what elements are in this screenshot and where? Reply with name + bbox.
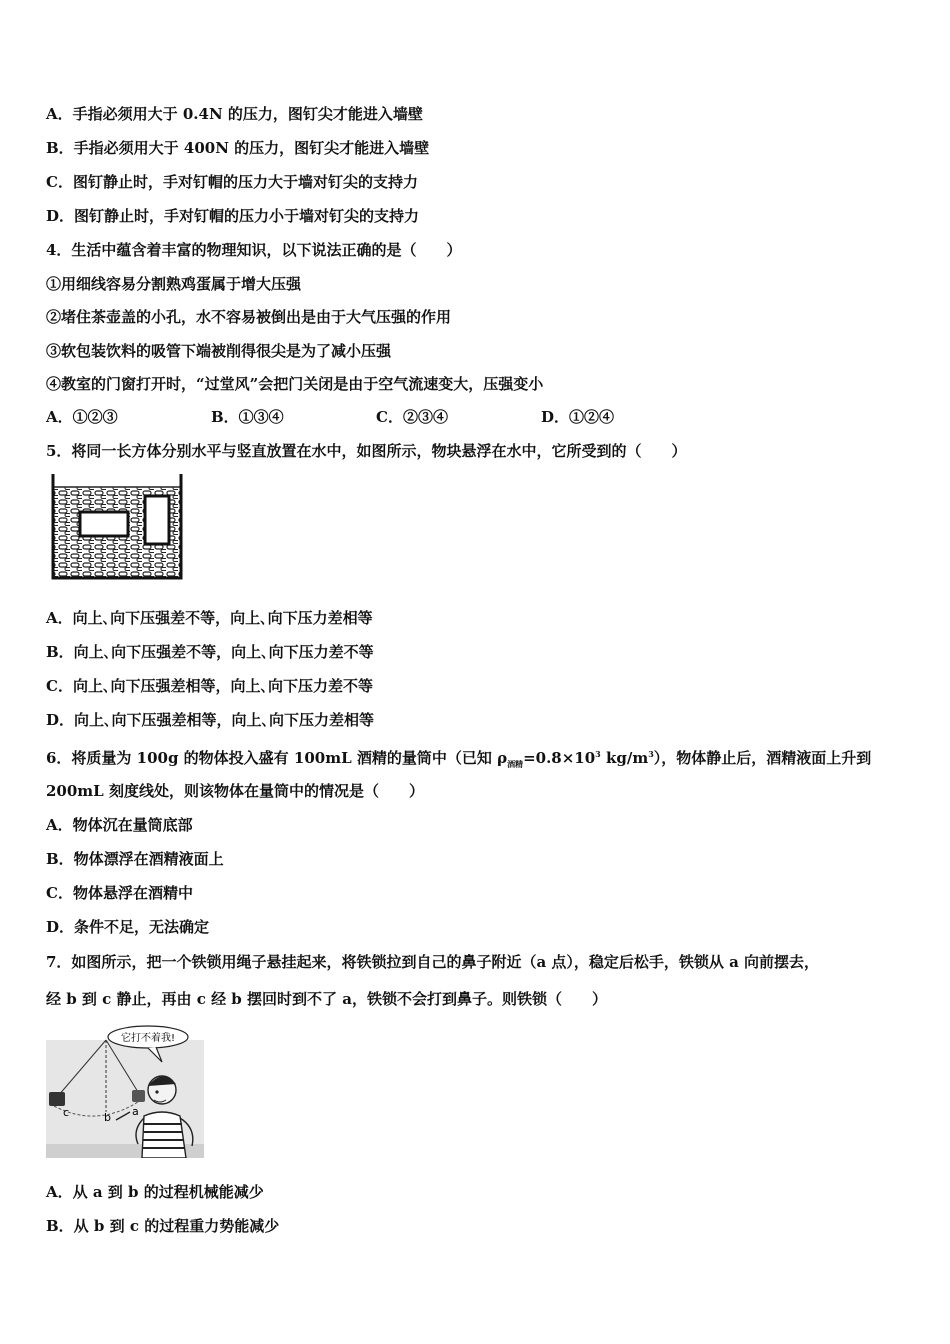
- q3-option-a: A．手指必须用大于 0.4N 的压力，图钉尖才能进入墙壁: [46, 105, 423, 123]
- q4-option-a: A．①②③: [46, 408, 118, 426]
- q5-option-c: C．向上､向下压强差相等，向上､向下压力差不等: [46, 677, 373, 695]
- q6-stem-d: ），物体静止后，酒精液面上升到: [653, 749, 872, 767]
- q4-statement-2: ②堵住茶壶盖的小孔，水不容易被倒出是由于大气压强的作用: [46, 308, 452, 326]
- q3-option-b: B．手指必须用大于 400N 的压力，图钉尖才能进入墙壁: [46, 139, 430, 157]
- q6-sup: 3: [595, 749, 601, 759]
- q7-option-a: A．从 a 到 b 的过程机械能减少: [46, 1183, 264, 1201]
- bubble-text: 它打不着我!: [120, 1033, 176, 1044]
- vertical-block: [145, 496, 169, 544]
- q4-option-b: B．①③④: [211, 408, 284, 426]
- q6-sup2: 3: [648, 749, 654, 759]
- q4-option-d: D．①②④: [541, 408, 615, 426]
- q6-stem-line2: 200mL 刻度线处，则该物体在量筒中的情况是（ ）: [46, 782, 424, 800]
- lock-at-c: [49, 1092, 65, 1106]
- q7-option-b: B．从 b 到 c 的过程重力势能减少: [46, 1217, 280, 1235]
- q3-option-d: D．图钉静止时，手对钉帽的压力小于墙对钉尖的支持力: [46, 207, 420, 225]
- q4-option-c: C．②③④: [376, 408, 448, 426]
- q6-option-b: B．物体漂浮在酒精液面上: [46, 850, 224, 868]
- label-a: a: [132, 1105, 139, 1118]
- label-b: b: [104, 1111, 111, 1124]
- q6-stem-line1: [46, 744, 871, 774]
- pendulum-lock-figure: [46, 1024, 204, 1158]
- q6-sub: 酒精: [507, 759, 524, 769]
- q6-stem-b: =0.8×10: [523, 749, 596, 767]
- q5-option-a: A．向上､向下压强差不等，向上､向下压力差相等: [46, 609, 373, 627]
- lock-at-a: [132, 1090, 145, 1102]
- q4-statement-3: ③软包装饮料的吸管下端被削得很尖是为了减小压强: [46, 342, 392, 360]
- q6-option-a: A．物体沉在量筒底部: [46, 816, 193, 834]
- q5-option-d: D．向上､向下压强差相等，向上､向下压力差相等: [46, 711, 375, 729]
- horizontal-block: [80, 512, 128, 536]
- q5-stem: 5．将同一长方体分别水平与竖直放置在水中，如图所示，物块悬浮在水中，它所受到的（ ）: [46, 442, 687, 460]
- q7-stem-line1: 7．如图所示，把一个铁锁用绳子悬挂起来，将铁锁拉到自己的鼻子附近（a 点），稳定后松手，铁锁从 a 向前摆去，: [46, 953, 820, 971]
- q4-statement-1: ①用细线容易分割熟鸡蛋属于增大压强: [46, 275, 302, 293]
- q6-option-c: C．物体悬浮在酒精中: [46, 884, 193, 902]
- q3-option-c: C．图钉静止时，手对钉帽的压力大于墙对钉尖的支持力: [46, 173, 418, 191]
- q6-option-d: D．条件不足，无法确定: [46, 918, 210, 936]
- q4-stem: 4．生活中蕴含着丰富的物理知识，以下说法正确的是（ ）: [46, 241, 462, 259]
- q4-options: [46, 407, 706, 427]
- q5-option-b: B．向上､向下压强差不等，向上､向下压力差不等: [46, 643, 374, 661]
- q4-statement-4: ④教室的门窗打开时，“过堂风”会把门关闭是由于空气流速变大，压强变小: [46, 375, 544, 393]
- q6-stem-c: kg/m: [600, 749, 649, 767]
- q6-stem-a: 6．将质量为 100g 的物体投入盛有 100mL 酒精的量筒中（已知 ρ: [46, 749, 508, 767]
- label-c: c: [63, 1106, 70, 1119]
- water-container-figure: [46, 472, 188, 584]
- q7-stem-line2: 经 b 到 c 静止，再由 c 经 b 摆回时到不了 a，铁锁不会打到鼻子。则铁锁（ ）: [46, 990, 607, 1008]
